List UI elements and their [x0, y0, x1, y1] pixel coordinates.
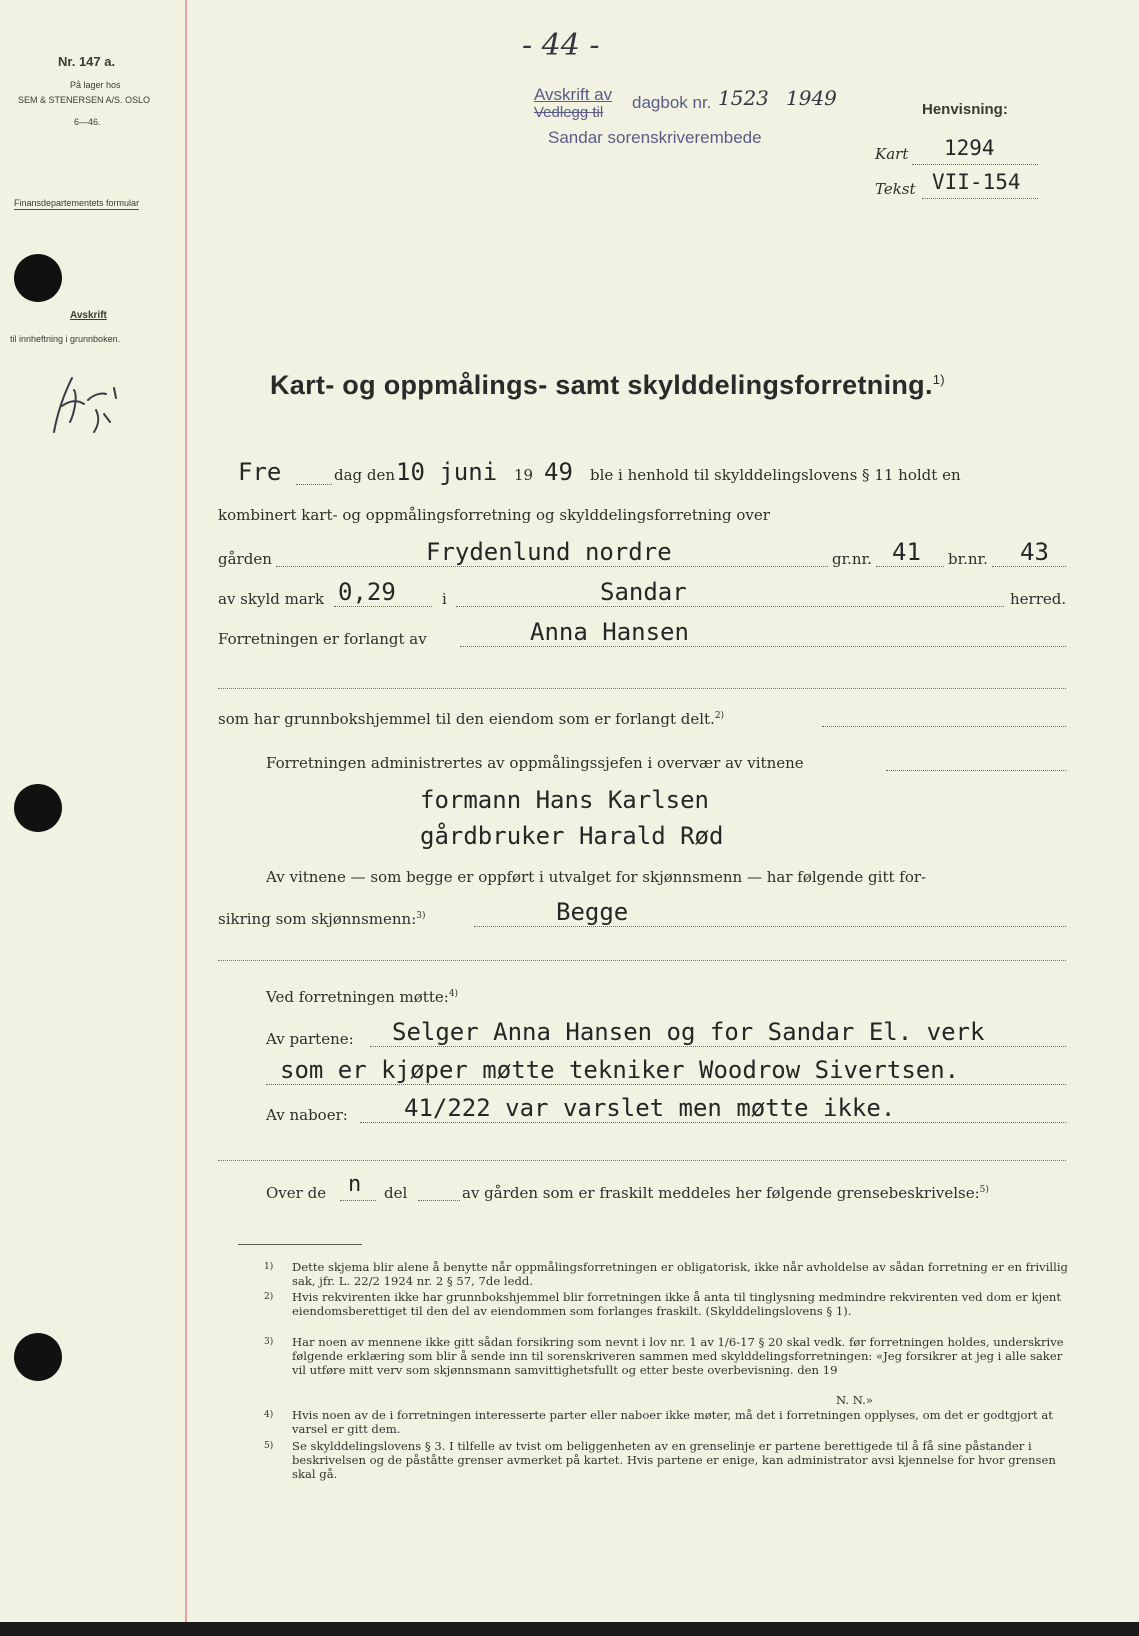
neighbours-fill [360, 1122, 1066, 1123]
punch-hole-icon [14, 254, 62, 302]
ownership-ref: 2) [714, 711, 725, 721]
witness-1: formann Hans Karlsen [420, 786, 709, 814]
stamp-office: Sandar sorenskriverembede [548, 128, 762, 147]
brnr-fill [992, 566, 1066, 567]
form-line-2: kombinert kart- og oppmålingsforretning og skylddelingsforretning over [218, 506, 770, 524]
tekst-value: VII-154 [932, 170, 1021, 194]
parties-value-1: Selger Anna Hansen og for Sandar El. verk [392, 1018, 985, 1046]
stamp-dagbok: dagbok nr. [632, 93, 712, 112]
skyld-value: 0,29 [338, 578, 396, 606]
tekst-fill-line [922, 198, 1038, 199]
stamp-avskrift: Avskrift av [534, 85, 613, 104]
skyld-fill [334, 606, 432, 607]
footnote-4: Hvis noen av de i forretningen interesserte parter eller naboer ikke møter, må det i forretningen opplyses, om det er godtgjort at varsel er gitt dem. [292, 1408, 1053, 1437]
del-label: del [384, 1184, 408, 1202]
date-value: 10 juni [396, 458, 498, 486]
i-label: i [442, 590, 447, 608]
footnote-mark-5: 5) [264, 1441, 274, 1451]
footnote-mark-4: 4) [264, 1410, 274, 1420]
parties-value-2: som er kjøper møtte tekniker Woodrow Sivertsen. [280, 1056, 960, 1084]
admin-fill [886, 770, 1066, 771]
form-edition: 6—46. [74, 117, 101, 127]
publisher-line-1: På lager hos [70, 80, 121, 90]
punch-hole-icon [14, 784, 62, 832]
year-value: 49 [544, 458, 573, 486]
dagbok-year: 1949 [786, 86, 837, 110]
kart-value: 1294 [944, 136, 995, 160]
parties-fill-1 [370, 1046, 1066, 1047]
description-text-content: av gården som er fraskilt meddeles her følgende grensebeskrivelse: [462, 1184, 980, 1202]
requested-label: Forretningen er forlangt av [218, 630, 427, 648]
footnote-mark-3: 3) [264, 1337, 274, 1347]
blank-line [218, 1160, 1066, 1161]
skyld-label: av skyld mark [218, 590, 325, 608]
description-text [462, 1184, 989, 1202]
assurance-fill [474, 926, 1066, 927]
margin-rule [185, 0, 187, 1636]
farm-value: Frydenlund nordre [426, 538, 672, 566]
reference-label: Henvisning: [922, 101, 1008, 118]
brnr-value: 43 [1020, 538, 1049, 566]
neighbours-label: Av naboer: [266, 1106, 348, 1124]
footnote-mark-2: 2) [264, 1292, 274, 1302]
grnr-label: gr.nr. [832, 550, 872, 568]
herred-value: Sandar [600, 578, 687, 606]
assurance-text-2-content: sikring som skjønnsmenn: [218, 910, 417, 928]
footnote-2: Hvis rekvirenten ikke har grunnbokshjemmel blir forretningen ikke å anta til tinglysning medmindre rekvirenten ved dom er kjent eiendomsberettiget til den del av eiendommen som forlanges fraskilt. (Skylddelingslovens § 1). [292, 1290, 1062, 1319]
requested-value: Anna Hansen [530, 618, 689, 646]
footnote-separator [238, 1244, 362, 1245]
form-number: Nr. 147 a. [58, 54, 116, 69]
herred-label: herred. [1010, 590, 1067, 608]
copy-note-title: Avskrift [70, 310, 107, 321]
dagbok-number: 1523 [718, 86, 769, 110]
parties-fill-2 [266, 1084, 1066, 1085]
blank-line [218, 960, 1066, 961]
neighbours-value: 41/222 var varslet men møtte ikke. [404, 1094, 896, 1122]
assurance-text: Av vitnene — som begge er oppført i utvalget for skjønnsmenn — har følgende gitt for- [266, 868, 927, 886]
page-number: - 44 - [522, 28, 600, 63]
assurance-ref: 3) [416, 911, 426, 921]
over-value: n [348, 1172, 362, 1197]
description-ref: 5) [979, 1185, 989, 1195]
requested-fill [460, 646, 1066, 647]
kart-fill-line [912, 164, 1038, 165]
sentence-rest: ble i henhold til skylddelingslovens § 11 holdt en [590, 466, 961, 484]
form-origin: Finansdepartementets formular [14, 198, 140, 208]
scan-edge [0, 1622, 1139, 1636]
ownership-text-content: som har grunnbokshjemmel til den eiendom som er forlangt delt. [218, 710, 715, 728]
copy-note-text: til innheftning i grunnboken. [10, 334, 121, 344]
farm-fill [276, 566, 828, 567]
footnote-3-signature: N. N.» [836, 1393, 873, 1407]
over-label: Over de [266, 1184, 327, 1202]
stamp-vedlegg: Vedlegg til [534, 104, 604, 121]
footnote-5: Se skylddelingslovens § 3. I tilfelle av tvist om beliggenheten av en grenselinje er partene berettigede til å få sine påstander i beskrivelsen og de påståtte grenser avmerket på kartet. Hvis partene er enige, kan administrator avsi kjennelse for hvor grensen skal gå. [292, 1439, 1056, 1482]
footnote-3: Har noen av mennene ikke gitt sådan forsikring som nevnt i lov nr. 1 av 1/6-17 § 20 skal vedk. før forretningen holdes, underskrive følgende erklæring som blir å sende inn til sorenskriveren sammen med skylddelingsforretningen: «Jeg forsikrer at jeg i alle saker vil utføre mitt verv som skjønnsmann samvittighetsfullt og etter beste overbevisning. den 19 [292, 1335, 1064, 1378]
blank-line [218, 688, 1066, 689]
kart-label: Kart [875, 145, 909, 163]
title-footnote-ref: 1) [932, 372, 945, 387]
farm-label: gården [218, 550, 272, 568]
punch-hole-icon [14, 1333, 62, 1381]
over-fill [340, 1200, 376, 1201]
document-title-text: Kart- og oppmålings- samt skylddelingsforretning. [270, 370, 933, 400]
attended-ref: 4) [448, 989, 459, 999]
herred-fill [456, 606, 1004, 607]
weekday-value: Fre [238, 458, 282, 486]
publisher-line-2: SEM & STENERSEN A/S. OSLO [18, 95, 151, 105]
ownership-text [218, 710, 724, 728]
admin-text: Forretningen administrertes av oppmålingssjefen i overvær av vitnene [266, 754, 804, 772]
del-fill [418, 1200, 460, 1201]
grnr-fill [876, 566, 944, 567]
weekday-suffix: dag den [334, 466, 396, 484]
document-title [270, 370, 945, 401]
brnr-label: br.nr. [948, 550, 988, 568]
year-prefix: 19 [514, 466, 534, 484]
footnote-mark-1: 1) [264, 1262, 274, 1272]
ownership-fill [822, 726, 1066, 727]
assurance-text-2 [218, 910, 426, 928]
parties-label: Av partene: [266, 1030, 354, 1048]
witness-2: gårdbruker Harald Rød [420, 822, 724, 850]
grnr-value: 41 [892, 538, 921, 566]
weekday-fill [296, 484, 332, 485]
attended-label [266, 988, 458, 1006]
footnote-1: Dette skjema blir alene å benytte når oppmålingsforretningen er obligatorisk, ikke når avholdelse av sådan forretning er en frivillig sak, jfr. L. 22/2 1924 nr. 2 § 57, 7de ledd. [292, 1260, 1068, 1289]
tekst-label: Tekst [875, 180, 916, 198]
attended-label-text: Ved forretningen møtte: [266, 988, 449, 1006]
margin-initials-signature [44, 370, 134, 442]
assurance-value: Begge [556, 898, 629, 926]
